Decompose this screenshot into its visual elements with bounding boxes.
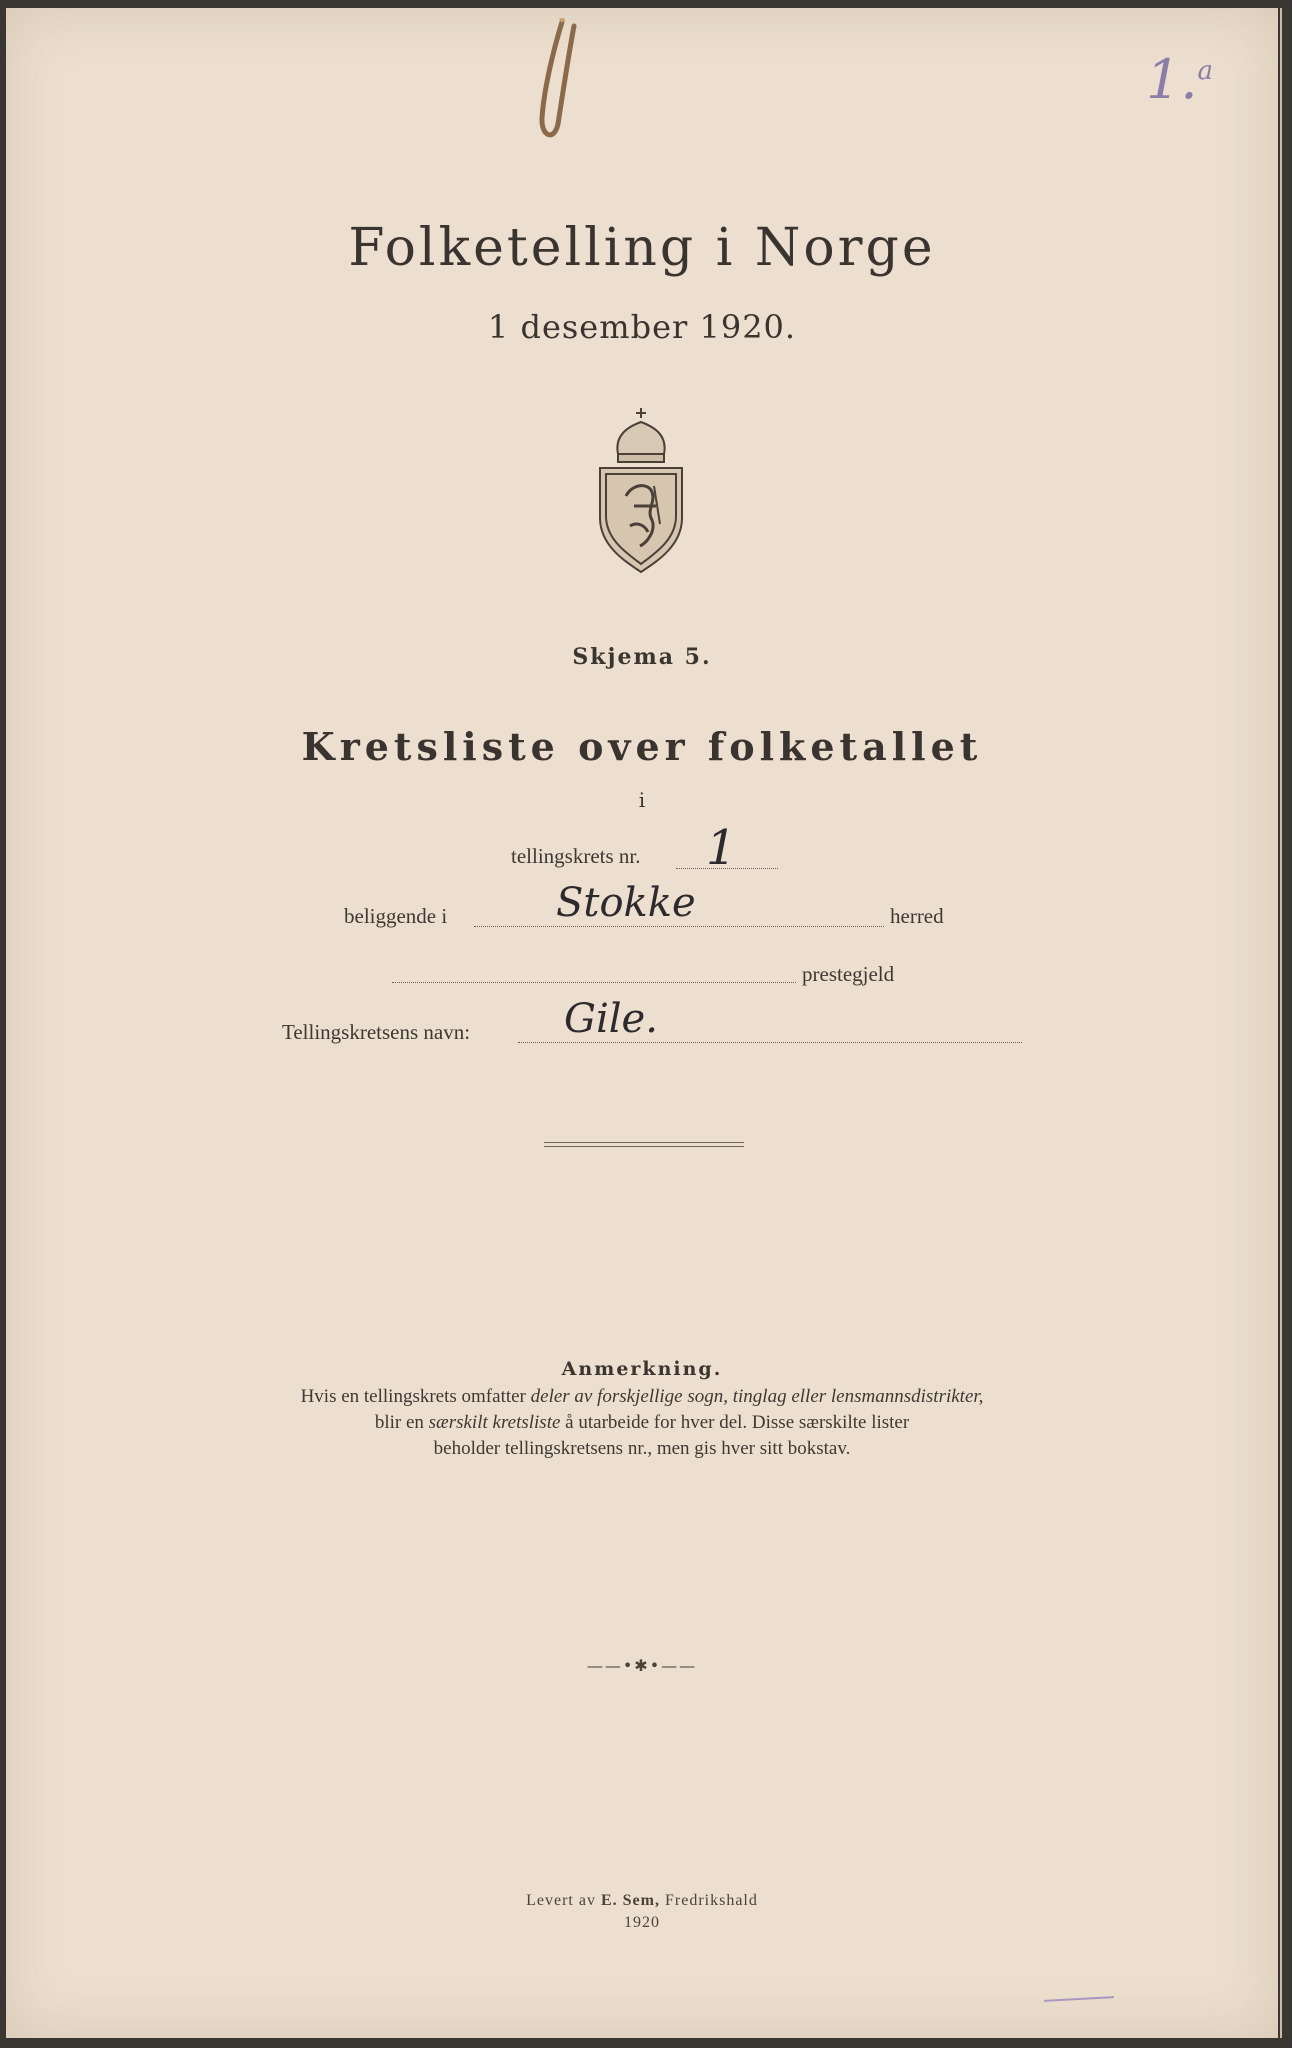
beliggende-dotted-line (474, 926, 884, 927)
pencil-stroke (1044, 1996, 1114, 2002)
note-line-1: Hvis en tellingskrets omfatter deler av forskjellige sogn, tinglag eller lensmannsdistrikter, (300, 1386, 984, 1407)
note-heading: Anmerkning. (561, 1358, 723, 1380)
census-sheet (6, 8, 1278, 2038)
krets-value-handwritten: 1 (706, 820, 737, 876)
census-date: 1 desember 1920. (487, 308, 797, 346)
separator-rule-bottom (544, 1146, 744, 1147)
schema-label: Skjema 5. (572, 644, 712, 670)
prestegjeld-label: prestegjeld (802, 962, 895, 986)
paperclip-mark-icon (534, 18, 584, 148)
connector-word: i (638, 788, 646, 812)
navn-dotted-line (518, 1042, 1022, 1043)
corner-annotation: 1.$^a$ (1146, 48, 1214, 111)
document-title: Folketelling i Norge (348, 218, 936, 278)
krets-label: tellingskrets nr. (511, 844, 641, 868)
printer-year: 1920 (624, 1914, 660, 1931)
beliggende-value-handwritten: Stokke (556, 880, 696, 926)
navn-value-handwritten: Gile. (564, 996, 658, 1042)
printer-credit: Levert av E. Sem, Fredrikshald (526, 1892, 758, 1909)
coat-of-arms-icon (596, 406, 686, 574)
herred-label: herred (890, 904, 944, 928)
navn-label: Tellingskretsens navn: (282, 1020, 471, 1044)
beliggende-label: beliggende i (344, 904, 448, 928)
note-line-3: beholder tellingskretsens nr., men gis hver sitt bokstav. (433, 1438, 851, 1459)
note-line-2: blir en særskilt kretsliste å utarbeide for hver del. Disse særskilte lister (374, 1412, 910, 1433)
prestegjeld-dotted-line (392, 982, 796, 983)
page-edge (1280, 8, 1282, 2038)
form-heading: Kretsliste over folketallet (301, 724, 983, 769)
ornament-divider: ——•✱•—— (586, 1656, 698, 1675)
separator-rule-top (544, 1142, 744, 1143)
